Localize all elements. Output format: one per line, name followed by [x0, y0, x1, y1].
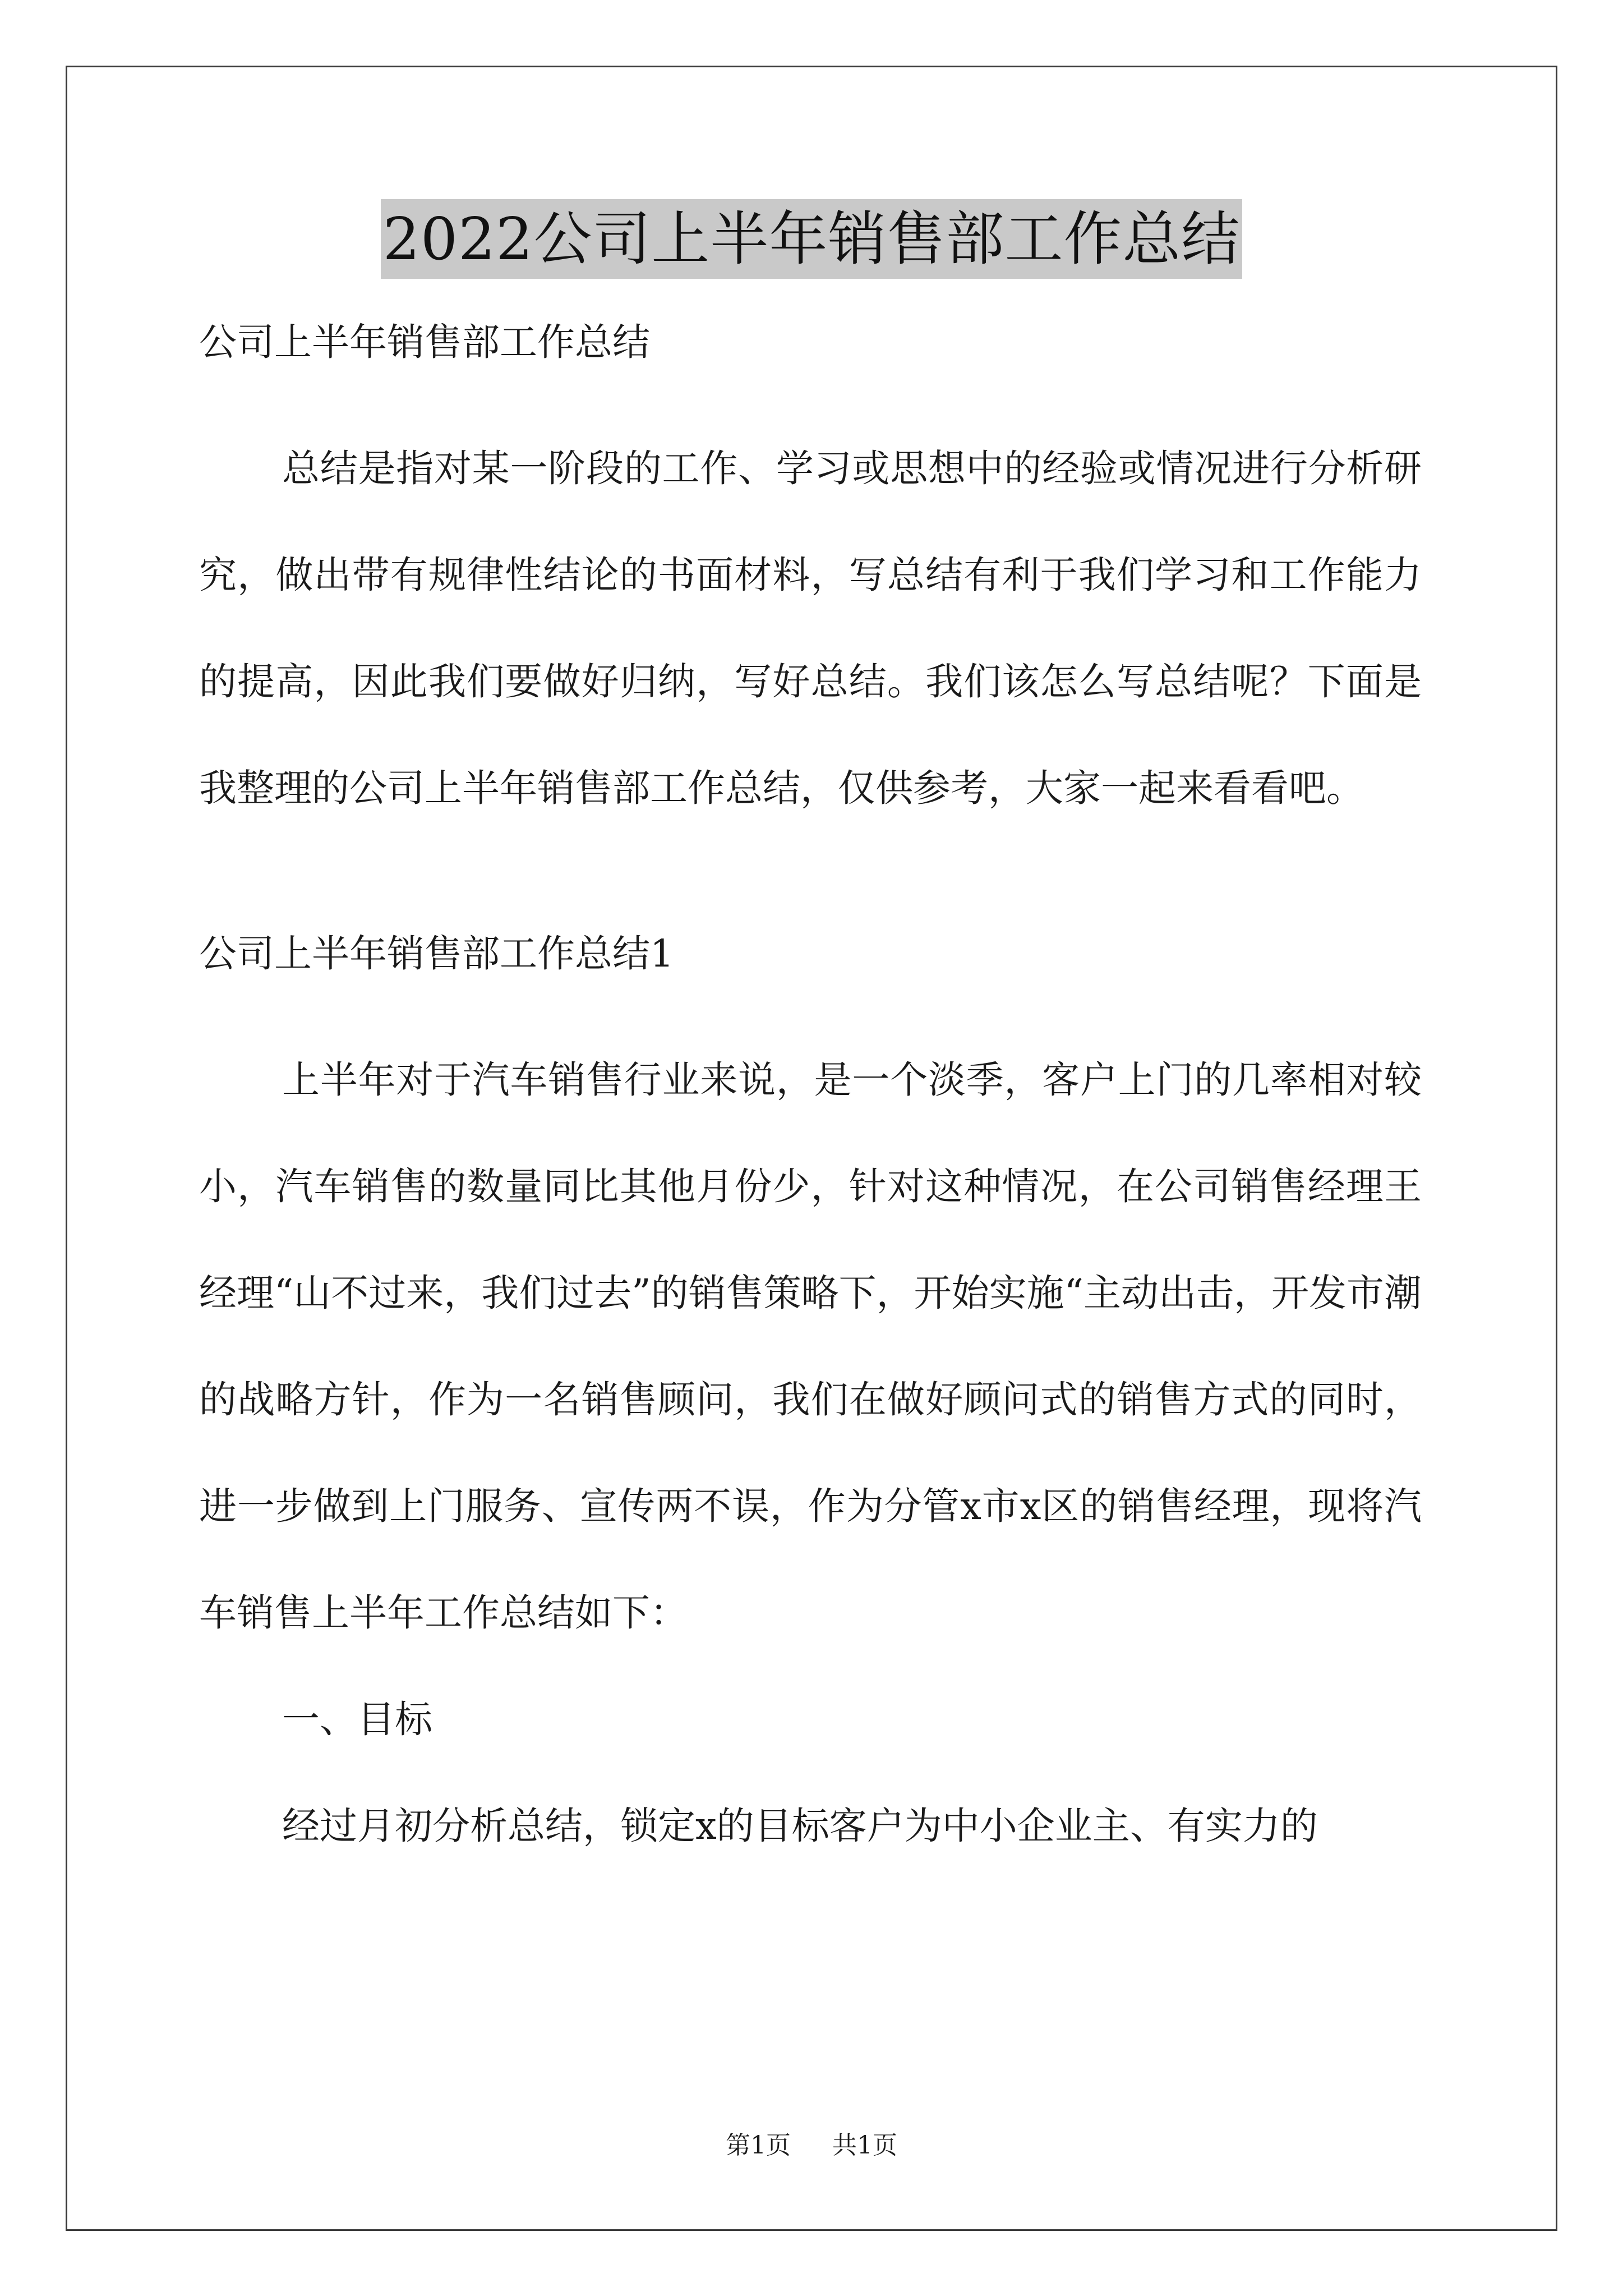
intro-block	[199, 415, 1422, 841]
title-container	[0, 199, 1623, 279]
item-heading: 一、目标	[282, 1697, 432, 1741]
document-subtitle: 公司上半年销售部工作总结	[199, 320, 650, 364]
page-number-current: 第1页	[726, 2131, 791, 2160]
item-paragraph: 经过月初分析总结，锁定x的目标客户为中小企业主、有实力的	[282, 1804, 1318, 1848]
section-paragraph: 上半年对于汽车销售行业来说，是一个淡季，客户上门的几率相对较小，汽车销售的数量同比其他月份少，针对这种情况，在公司销售经理王经理“山不过来，我们过去”的销售策略下，开始实施“主动出击，开发市潮的战略方针，作为一名销售顾问，我们在做好顾问式的销售方式的同时，进一步做到上门服务、宣传两不误，作为分管x市x区的销售经理，现将汽车销售上半年工作总结如下：	[199, 1058, 1422, 1635]
section-heading: 公司上半年销售部工作总结1	[199, 932, 674, 976]
page-number-total: 共1页	[832, 2131, 897, 2160]
document-title: 2022公司上半年销售部工作总结	[381, 199, 1243, 279]
document-body	[199, 314, 1422, 1879]
page-footer	[0, 2129, 1623, 2162]
intro-paragraph: 总结是指对某一阶段的工作、学习或思想中的经验或情况进行分析研究，做出带有规律性结论的书面材料，写总结有利于我们学习和工作能力的提高，因此我们要做好归纳，写好总结。我们该怎么写总结呢？下面是我整理的公司上半年销售部工作总结，仅供参考，大家一起来看看吧。	[199, 447, 1422, 810]
